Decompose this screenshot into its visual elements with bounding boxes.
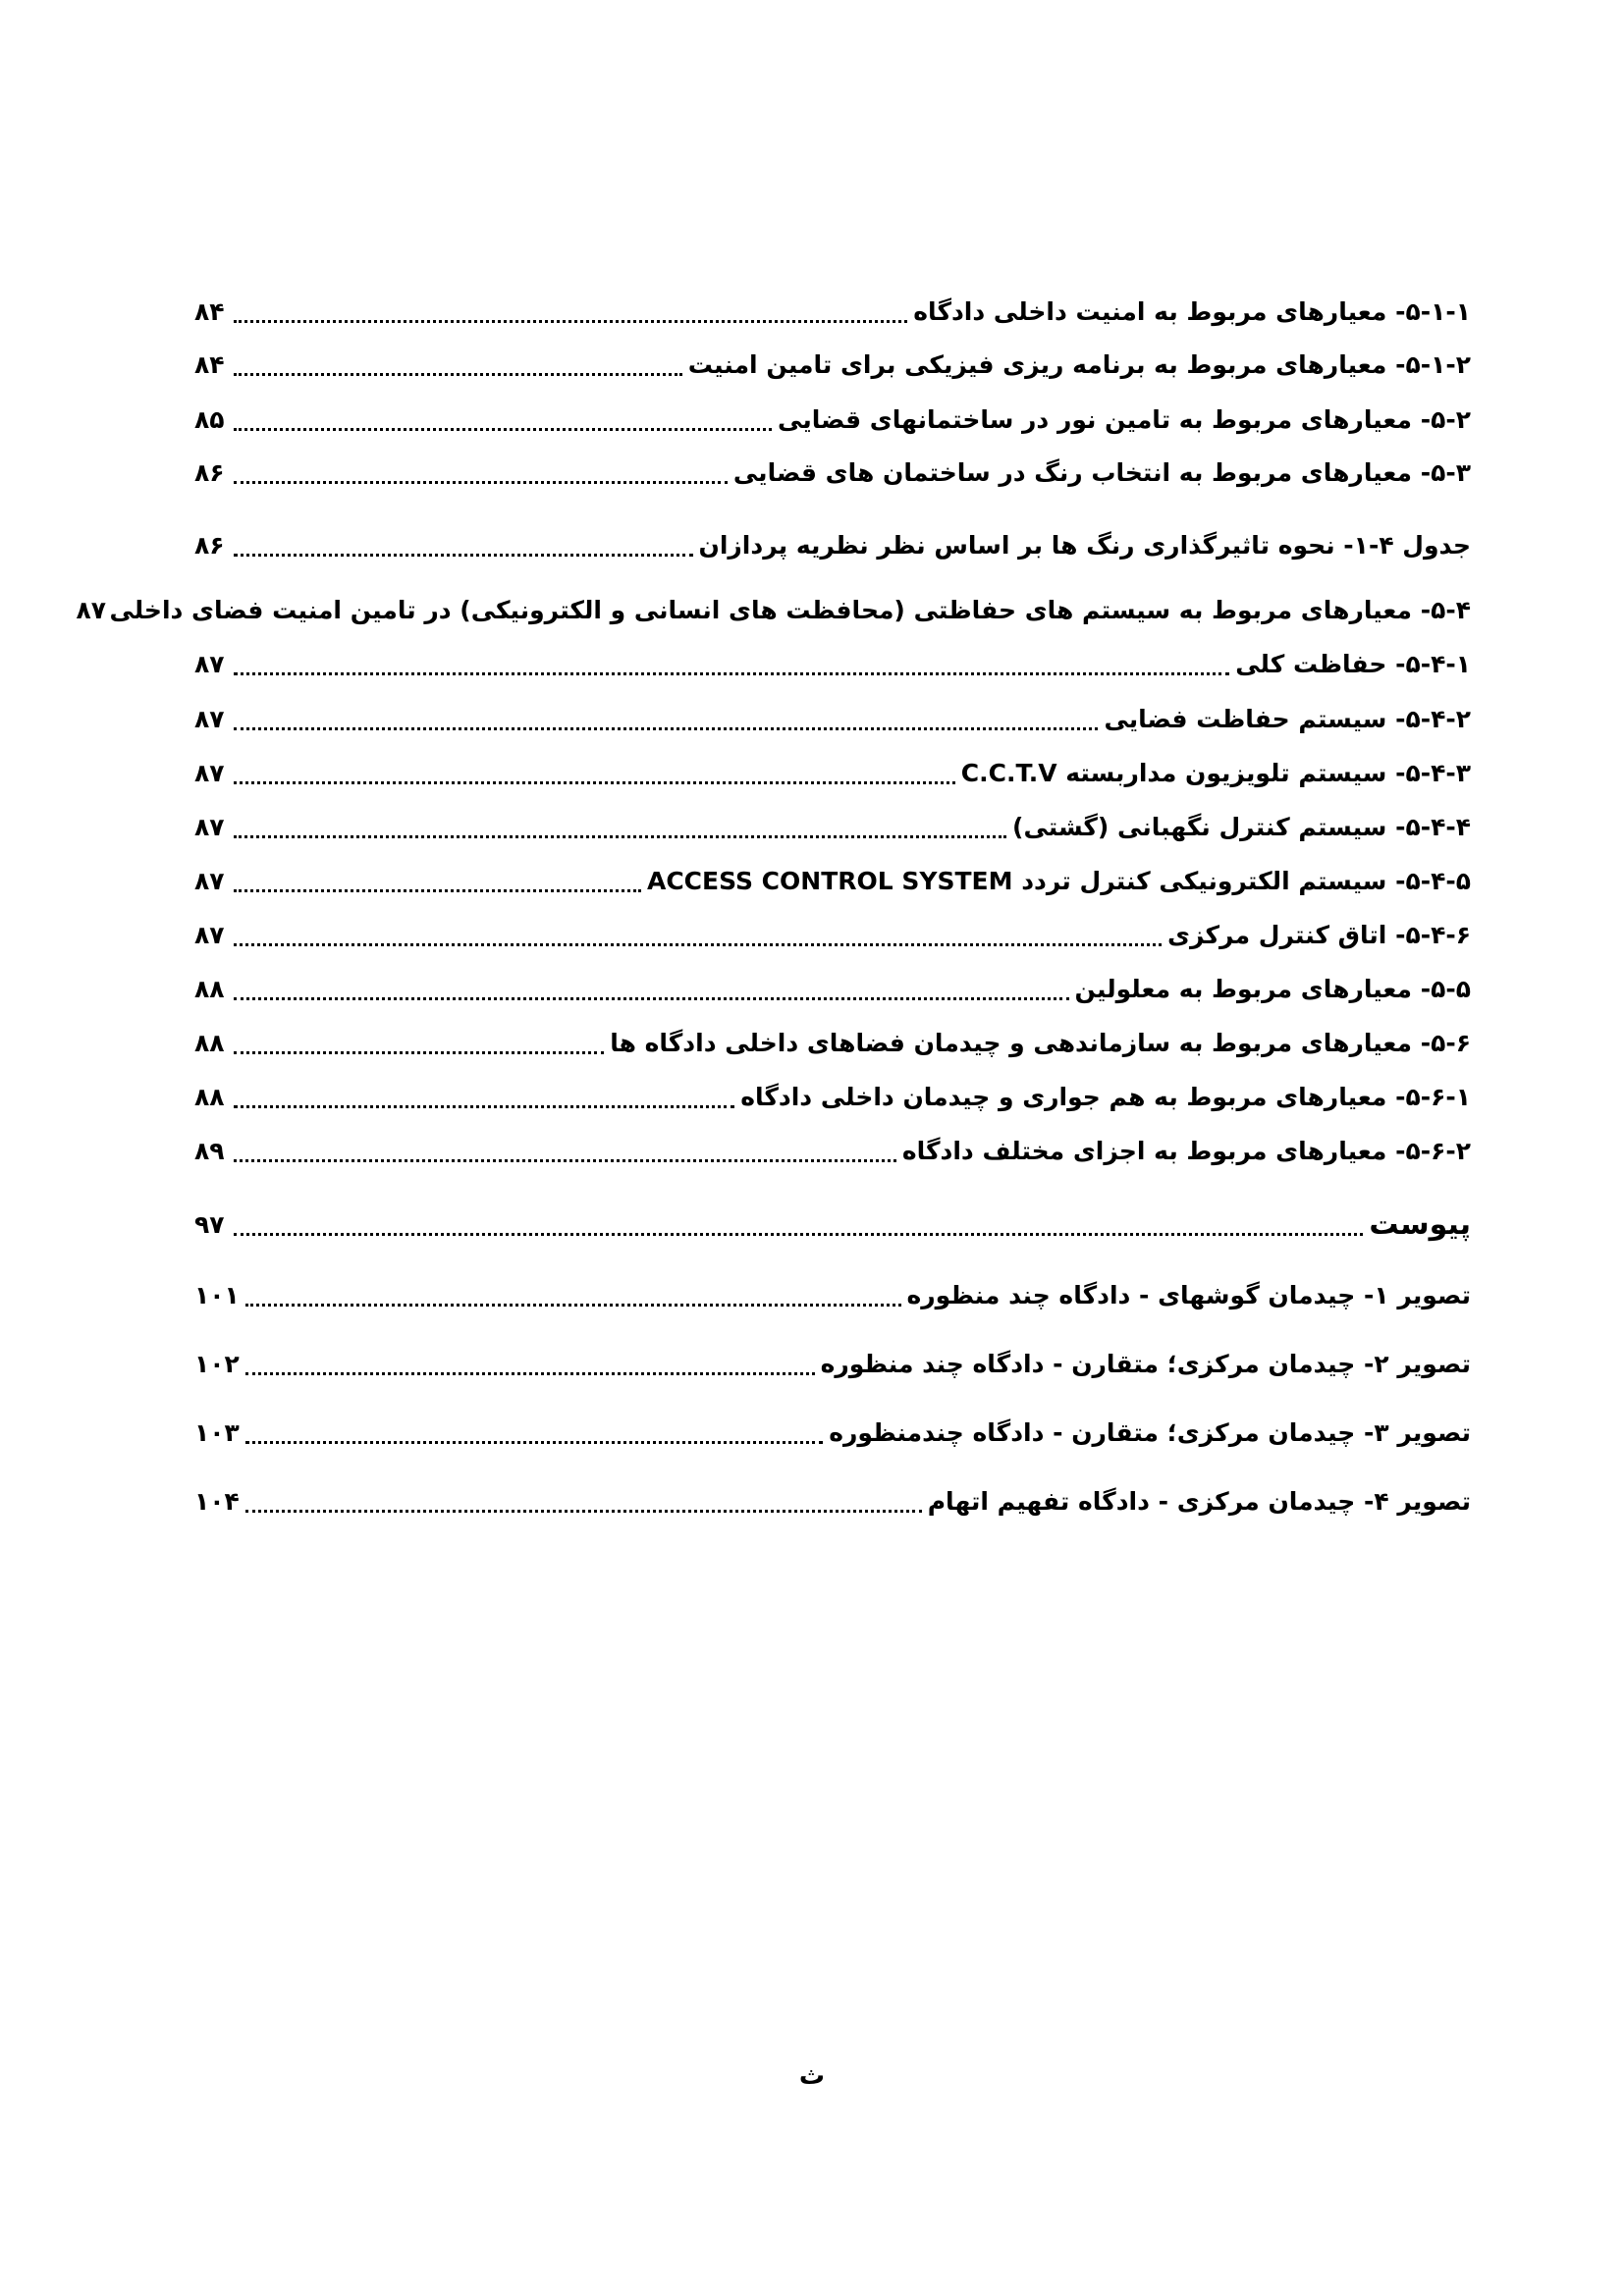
- dot-leader: [234, 754, 955, 793]
- dot-leader: [234, 916, 1162, 955]
- toc-entry-title: تصویر ۴- چیدمان مرکزی - دادگاه تفهیم اتهام: [927, 1487, 1471, 1516]
- dot-leader: [234, 970, 1069, 1009]
- toc-entry-page: ۸۶: [194, 458, 225, 487]
- toc-entry-page: ۸۶: [194, 531, 225, 560]
- toc-entry-page: ۸۷: [194, 921, 225, 949]
- dot-leader: [234, 1078, 734, 1117]
- toc-entry-page: ۸۷: [194, 867, 225, 895]
- dot-leader: [234, 700, 1098, 739]
- dot-leader: [234, 1024, 604, 1063]
- toc-entry-table[interactable]: [194, 526, 1471, 565]
- toc-entry-page: ۱۰۳: [194, 1418, 240, 1447]
- toc-entry[interactable]: [194, 454, 1471, 493]
- toc-entry-page: ۸۷: [194, 759, 225, 787]
- toc-entry[interactable]: [194, 754, 1471, 793]
- toc-entry-title: تصویر ۱- چیدمان گوشهای - دادگاه چند منظوره: [906, 1281, 1471, 1309]
- toc-entry-page: ۸۸: [194, 975, 225, 1003]
- dot-leader: [234, 526, 693, 565]
- dot-leader: [245, 1345, 815, 1384]
- dot-leader: [234, 454, 728, 493]
- toc-entry-title: ۵-۴- معیارهای مربوط به سیستم های حفاظتی (محافظت های انسانی و الکترونیکی) در تامین امنیت فضای داخلی: [109, 596, 1471, 624]
- toc-entry-page: ۹۷: [194, 1210, 225, 1239]
- dot-leader: [234, 400, 772, 440]
- toc-entry-page: ۸۸: [194, 1083, 225, 1111]
- toc-entry-figure[interactable]: [194, 1414, 1471, 1453]
- toc-entry-title: ۵-۴-۴- سیستم کنترل نگهبانی (گشتی): [1012, 813, 1471, 841]
- toc-entry-title: ۵-۴-۲- سیستم حفاظت فضایی: [1104, 705, 1471, 733]
- dot-leader: [245, 1482, 922, 1522]
- toc-entry-page: ۸۸: [194, 1029, 225, 1057]
- toc-entry[interactable]: [194, 970, 1471, 1009]
- toc-entry-title: ۵-۴-۵- سیستم الکترونیکی کنترل تردد ACCESS CONTROL SYSTEM: [646, 867, 1471, 895]
- toc-entry-page: ۸۷: [194, 813, 225, 841]
- toc-entry-figure[interactable]: [194, 1482, 1471, 1522]
- toc-entry-title: ۵-۶- معیارهای مربوط به سازماندهی و چیدمان فضاهای داخلی دادگاه ها: [610, 1029, 1471, 1057]
- toc-entry[interactable]: [194, 700, 1471, 739]
- toc-entry-title: پیوست: [1369, 1207, 1471, 1242]
- toc-entry-title: تصویر ۳- چیدمان مرکزی؛ متقارن - دادگاه چندمنظوره: [829, 1418, 1471, 1447]
- toc-entry[interactable]: [194, 808, 1471, 847]
- toc-entry[interactable]: [194, 1132, 1471, 1171]
- toc-entry-title: ۵-۴-۱- حفاظت کلی: [1235, 650, 1471, 678]
- toc-entry[interactable]: [194, 1078, 1471, 1117]
- dot-leader: [234, 293, 907, 332]
- dot-leader: [234, 346, 682, 385]
- toc-entry-title: ۵-۲- معیارهای مربوط به تامین نور در ساختمانهای قضایی: [778, 405, 1471, 434]
- toc-entry-page: ۱۰۱: [194, 1281, 240, 1309]
- dot-leader: [234, 1132, 896, 1171]
- toc-entry-title: جدول ۴-۱- نحوه تاثیرگذاری رنگ ها بر اساس نظر نظریه پردازان: [698, 531, 1471, 560]
- page-number: ث: [798, 2061, 826, 2091]
- toc-entry-title: ۵-۵- معیارهای مربوط به معلولین: [1074, 975, 1471, 1003]
- toc-entry-title: ۵-۱-۲- معیارهای مربوط به برنامه ریزی فیزیکی برای تامین امنیت: [687, 350, 1471, 379]
- toc-entry[interactable]: [76, 591, 1471, 630]
- toc-entry-page: ۱۰۴: [194, 1487, 240, 1516]
- toc-entry-page: ۱۰۲: [194, 1350, 240, 1378]
- toc-entry-title: ۵-۱-۱- معیارهای مربوط به امنیت داخلی دادگاه: [913, 297, 1471, 326]
- toc-entry-title: ۵-۶-۱- معیارهای مربوط به هم جواری و چیدمان داخلی دادگاه: [740, 1083, 1471, 1111]
- dot-leader: [234, 1205, 1363, 1245]
- toc-entry-page: ۸۷: [194, 650, 225, 678]
- toc-entry[interactable]: [194, 1024, 1471, 1063]
- toc-entry-title: ۵-۴-۳- سیستم تلویزیون مداربسته C.C.T.V: [960, 759, 1471, 787]
- toc-entry-figure[interactable]: [194, 1276, 1471, 1315]
- toc-entry-page: ۸۹: [194, 1137, 225, 1165]
- dot-leader: [245, 1276, 901, 1315]
- toc-entry-page: ۸۷: [76, 596, 106, 624]
- toc-entry[interactable]: [194, 916, 1471, 955]
- toc-entry-page: ۸۵: [194, 405, 225, 434]
- toc-entry[interactable]: [194, 346, 1471, 385]
- toc-entry-title: ۵-۶-۲- معیارهای مربوط به اجزای مختلف دادگاه: [901, 1137, 1471, 1165]
- toc-entry-page: ۸۴: [194, 297, 225, 326]
- dot-leader: [234, 645, 1229, 684]
- toc-entry-page: ۸۷: [194, 705, 225, 733]
- toc-entry-appendix[interactable]: [194, 1205, 1471, 1245]
- toc-entry-title: ۵-۳- معیارهای مربوط به انتخاب رنگ در ساختمان های قضایی: [732, 458, 1471, 487]
- toc-entry-figure[interactable]: [194, 1345, 1471, 1384]
- toc-entry-title: تصویر ۲- چیدمان مرکزی؛ متقارن - دادگاه چند منظوره: [820, 1350, 1471, 1378]
- dot-leader: [234, 862, 641, 901]
- toc-entry[interactable]: [194, 293, 1471, 332]
- dot-leader: [234, 808, 1006, 847]
- toc-entry[interactable]: [194, 862, 1471, 901]
- toc-entry-title: ۵-۴-۶- اتاق کنترل مرکزی: [1167, 921, 1471, 949]
- toc-entry[interactable]: [194, 645, 1471, 684]
- dot-leader: [245, 1414, 824, 1453]
- toc-entry-page: ۸۴: [194, 350, 225, 379]
- toc-entry[interactable]: [194, 400, 1471, 440]
